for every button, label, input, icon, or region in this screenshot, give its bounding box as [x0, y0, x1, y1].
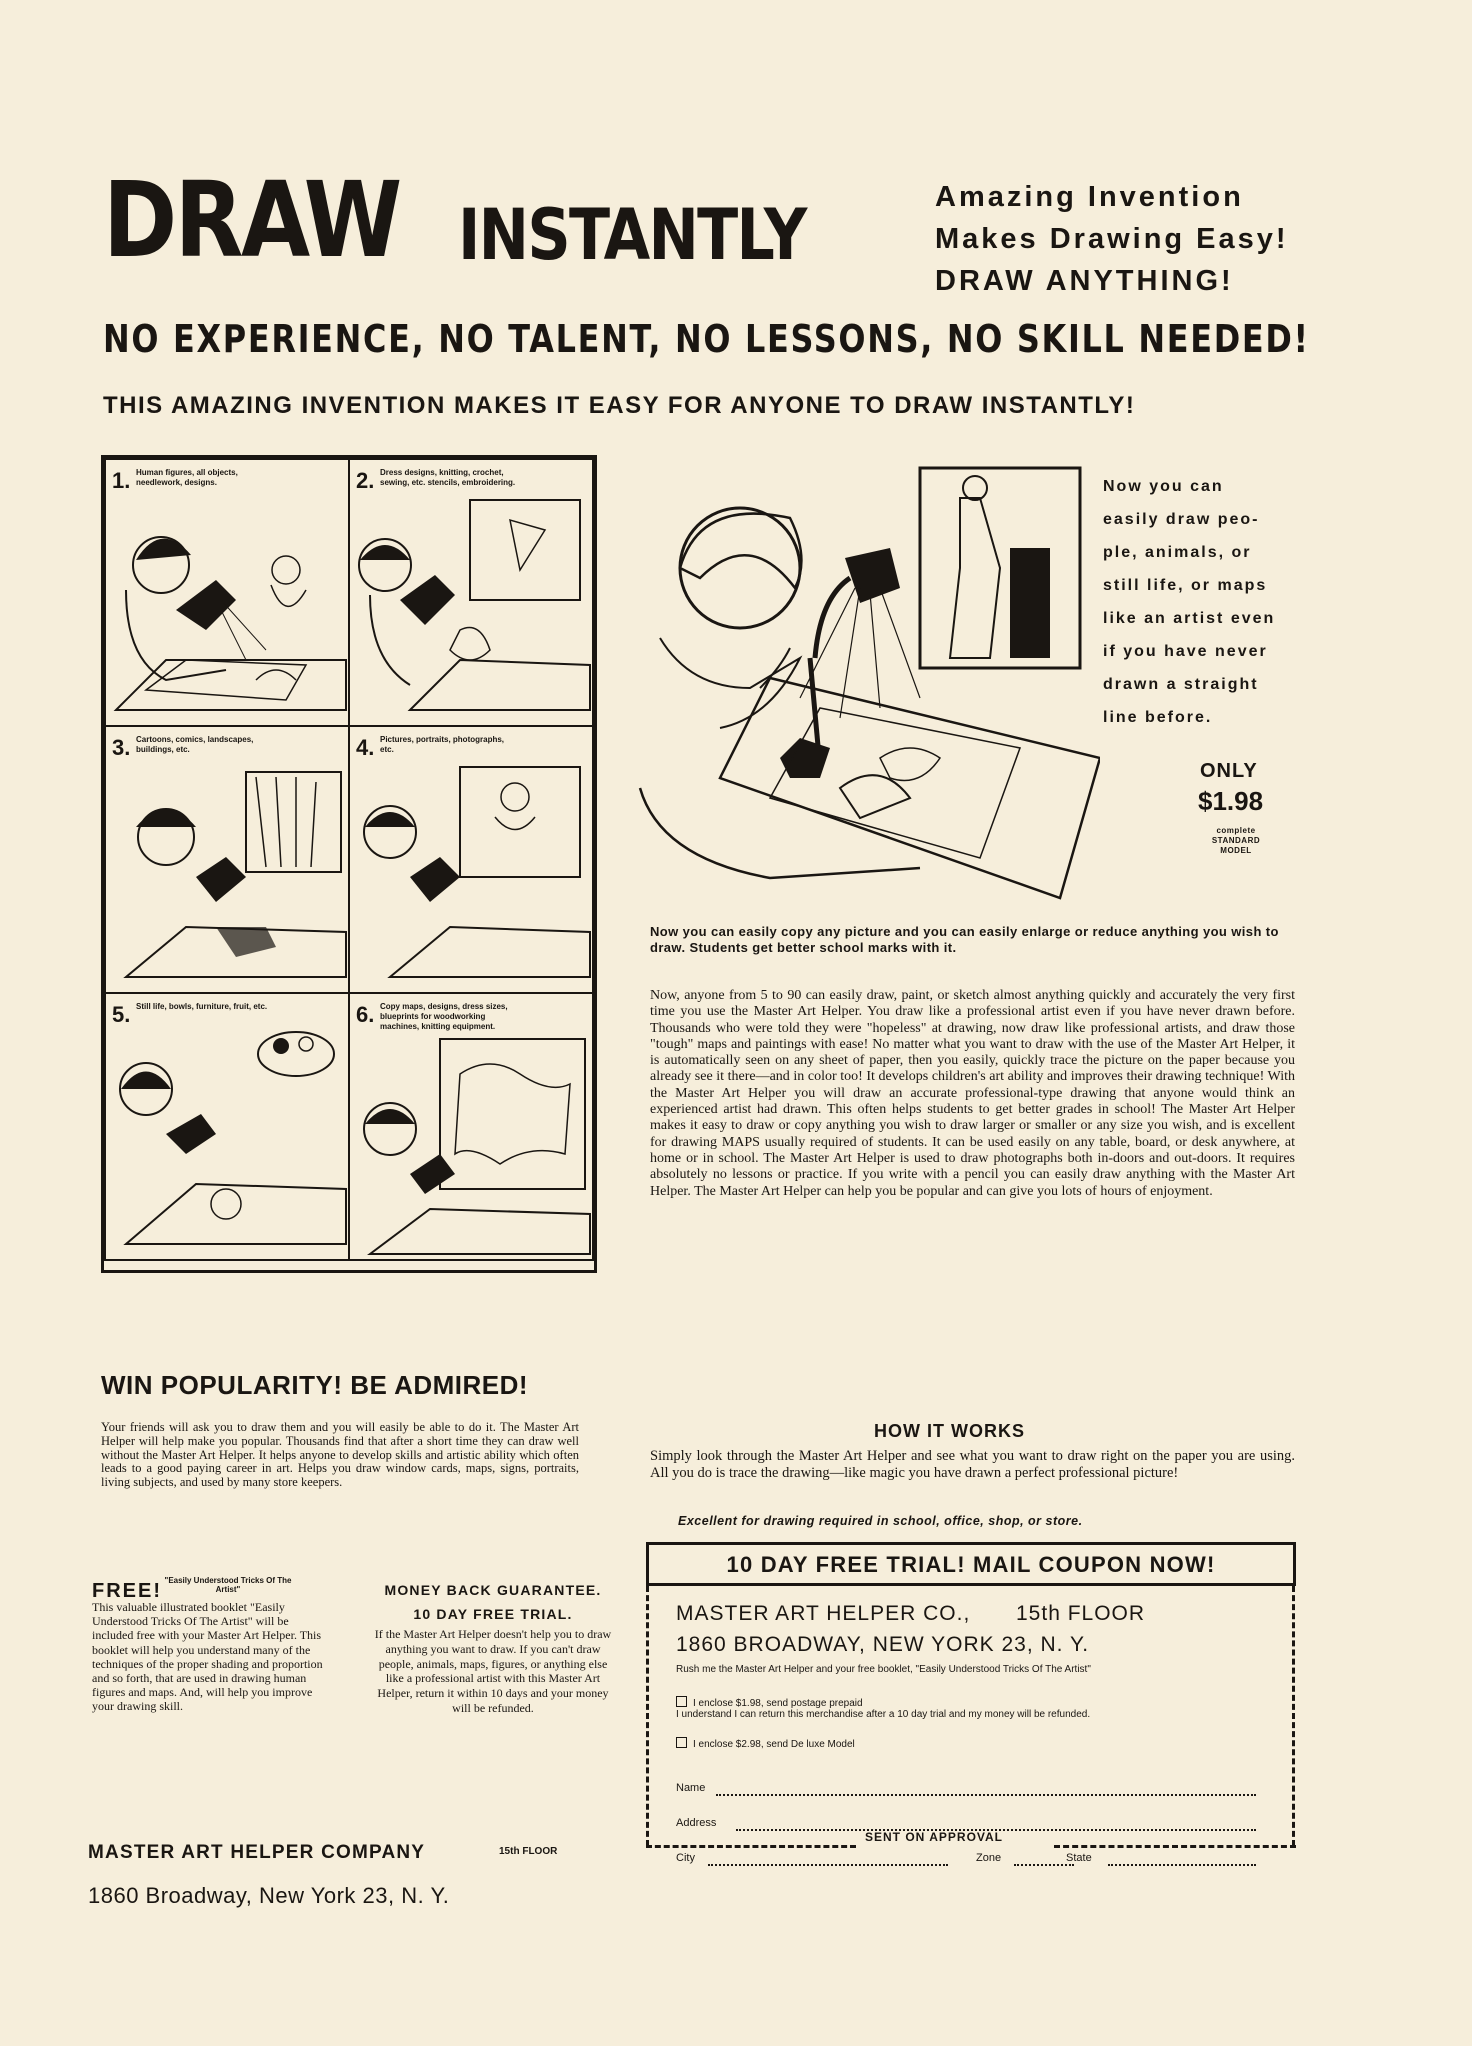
state-label: State — [1066, 1852, 1092, 1864]
checkbox[interactable] — [676, 1696, 687, 1707]
panel-1 — [104, 458, 350, 727]
win-popularity-text: Your friends will ask you to draw them and you will easily be able to do it. The Master Art Helper will help make you popular. Thousands find that after a short time they can draw well without the Master Art Helper. It helps anyone to develop skills and artistic ability which often leads to a good paying career in art. Helps you draw window cards, maps, signs, portraits, living subjects, and used by many store keepers. — [101, 1420, 579, 1490]
panel-illustration — [106, 994, 350, 1261]
panel-caption: Copy maps, designs, dress sizes, blueprints for woodworking machines, knitting equipment. — [380, 1002, 508, 1031]
panel-illustration — [350, 994, 594, 1261]
side-line: Amazing Invention — [935, 181, 1244, 213]
money-back-text: If the Master Art Helper doesn't help you to draw anything you want to draw. If you can't draw people, animals, maps, figures, or anything else like a professional artist with this Master Art Helper, return it within 10 days and your money will be refunded. — [374, 1627, 612, 1715]
price: $1.98 — [1198, 786, 1264, 816]
name-label: Name — [676, 1782, 706, 1794]
price-only-label: ONLY — [1200, 760, 1258, 782]
how-it-works-heading: HOW IT WORKS — [874, 1421, 1025, 1441]
panel-caption: Cartoons, comics, landscapes, buildings, etc. — [136, 735, 254, 754]
panel-caption: Pictures, portraits, photographs, etc. — [380, 735, 505, 754]
panel-illustration — [350, 727, 594, 994]
option-label: I enclose $2.98, send De luxe Model — [693, 1739, 855, 1750]
amazing-invention-line: THIS AMAZING INVENTION MAKES IT EASY FOR ANYONE TO DRAW INSTANTLY! — [103, 392, 1136, 419]
price-model-label: complete STANDARD MODEL — [1211, 826, 1261, 855]
panel-number: 1. — [112, 468, 131, 493]
side-text-line: ple, animals, or — [1103, 544, 1252, 561]
panel-2 — [348, 458, 594, 727]
coupon-option-note: I understand I can return this merchandise after a 10 day trial and my money will be refunded. — [676, 1709, 1091, 1720]
panel-number: 5. — [112, 1002, 131, 1027]
free-booklet-title: "Easily Understood Tricks Of The Artist" — [164, 1576, 292, 1594]
coupon-cut-line — [646, 1586, 649, 1846]
headline-instantly: INSTANTLY — [458, 194, 806, 276]
money-back-heading — [373, 1578, 613, 1626]
illustration-side-text — [1103, 470, 1343, 734]
company-floor: 15th FLOOR — [499, 1846, 558, 1857]
zone-field[interactable] — [1014, 1864, 1074, 1866]
mail-coupon[interactable] — [646, 1542, 1296, 1872]
coupon-option-standard[interactable] — [676, 1696, 1276, 1710]
headline-side-block — [935, 176, 1305, 302]
money-back-line: MONEY BACK GUARANTEE. — [384, 1582, 602, 1598]
panel-caption: Human figures, all objects, needlework, designs. — [136, 468, 238, 487]
excellent-for-line: Excellent for drawing required in school, office, shop, or store. — [678, 1514, 1083, 1528]
panel-illustration — [106, 727, 350, 994]
panel-4 — [348, 725, 594, 994]
panel-caption: Dress designs, knitting, crochet, sewing, etc. stencils, embroidering. — [380, 468, 516, 487]
main-body-text: Now, anyone from 5 to 90 can easily draw, paint, or sketch almost anything quickly and accurately the very first time you use the Master Art Helper. You draw like a professional artist even if you have never drawn before. Thousands who were told they were "hopeless" at drawing, now draw like professional artists, and draw those "tough" maps and paintings with ease! No matter what you want to draw with the use of the Master Art Helper, it is automatically seen on any sheet of paper, then you easily, quickly trace the picture on the paper because you already see it there—and in color too! It develops children's art ability and improves their drawing technique! With the Master Art Helper you will draw an accurate professional-type drawing that anyone would think an experienced artist had drawn. This often helps students to get better grades in school! The Master Art Helper makes it easy to draw or copy anything you wish to draw larger or smaller or any size you wish, and is excellent for drawing MAPS usually required of students. It can be used easily on any table, board, or desk anywhere, at home or in school. The Master Art Helper is used to draw photographs both in-doors and out-doors. It requires absolutely no lessons or practice. If you write with a pencil you can easily draw anything with the Master Art Helper. The Master Art Helper can help you be popular and can give you lots of hours of enjoyment. — [650, 988, 1295, 1199]
side-text-line: line before. — [1103, 709, 1213, 726]
name-field[interactable] — [716, 1794, 1256, 1796]
free-heading: FREE! — [92, 1580, 162, 1602]
coupon-rush-text: Rush me the Master Art Helper and your free booklet, "Easily Understood Tricks Of The Artist" — [676, 1664, 1091, 1675]
panel-number: 2. — [356, 468, 375, 493]
city-label: City — [676, 1852, 695, 1864]
coupon-cut-line — [646, 1845, 856, 1848]
coupon-company-name: MASTER ART HELPER CO., — [676, 1602, 971, 1625]
panel-number: 3. — [112, 735, 131, 760]
company-address: 1860 Broadway, New York 23, N. Y. — [88, 1883, 450, 1908]
side-text-line: easily draw peo- — [1103, 511, 1260, 528]
coupon-cut-line — [1054, 1845, 1296, 1848]
panel-number: 4. — [356, 735, 375, 760]
sent-on-approval: SENT ON APPROVAL — [865, 1830, 1004, 1844]
girl-drawing-illustration — [620, 458, 1100, 918]
panel-6 — [348, 992, 594, 1261]
side-text-line: still life, or maps — [1103, 577, 1268, 594]
coupon-address: 1860 BROADWAY, NEW YORK 23, N. Y. — [676, 1633, 1090, 1656]
panel-3 — [104, 725, 350, 994]
illustration-caption: Now you can easily copy any picture and you can easily enlarge or reduce anything you wish to draw. Students get better school marks with it. — [650, 924, 1279, 955]
panel-5 — [104, 992, 350, 1261]
panel-illustration — [106, 460, 350, 727]
side-text-line: like an artist even — [1103, 610, 1276, 627]
city-field[interactable] — [708, 1864, 948, 1866]
side-text-line: if you have never — [1103, 643, 1268, 660]
panel-number: 6. — [356, 1002, 375, 1027]
no-experience-line: NO EXPERIENCE, NO TALENT, NO LESSONS, NO SKILL NEEDED! — [103, 317, 1310, 361]
panel-caption: Still life, bowls, furniture, fruit, etc. — [136, 1002, 268, 1011]
zone-label: Zone — [976, 1852, 1002, 1864]
coupon-cut-line — [1292, 1586, 1295, 1846]
side-text-line: Now you can — [1103, 478, 1224, 495]
side-text-line: drawn a straight — [1103, 676, 1259, 693]
company-name: MASTER ART HELPER COMPANY — [88, 1842, 426, 1863]
state-field[interactable] — [1108, 1864, 1256, 1866]
side-line: Makes Drawing Easy! — [935, 223, 1289, 255]
checkbox[interactable] — [676, 1737, 687, 1748]
how-to-panels — [101, 455, 597, 1273]
coupon-option-deluxe[interactable] — [676, 1737, 1276, 1751]
panel-illustration — [350, 460, 594, 727]
option-label: I enclose $1.98, send postage prepaid — [693, 1698, 863, 1709]
coupon-heading: 10 DAY FREE TRIAL! MAIL COUPON NOW! — [646, 1542, 1296, 1586]
address-label: Address — [676, 1817, 717, 1829]
win-popularity-heading: WIN POPULARITY! BE ADMIRED! — [101, 1370, 529, 1400]
free-trial-line: 10 DAY FREE TRIAL. — [413, 1606, 573, 1622]
how-it-works-text: Simply look through the Master Art Helper and see what you want to draw right on the paper you are using. All you do is trace the drawing—like magic you have drawn a perfect professional picture! — [650, 1448, 1295, 1481]
coupon-floor: 15th FLOOR — [1016, 1602, 1146, 1625]
free-booklet-text: This valuable illustrated booklet "Easily Understood Tricks Of The Artist" will be included free with your Master Art Helper. This booklet will help you understand many of the techniques of the proper shading and proportion and so forth, that are used in drawing human figures and maps. And, will help you improve your drawing skill. — [92, 1600, 323, 1714]
side-line: DRAW ANYTHING! — [935, 265, 1234, 297]
headline-draw: DRAW — [103, 159, 400, 281]
